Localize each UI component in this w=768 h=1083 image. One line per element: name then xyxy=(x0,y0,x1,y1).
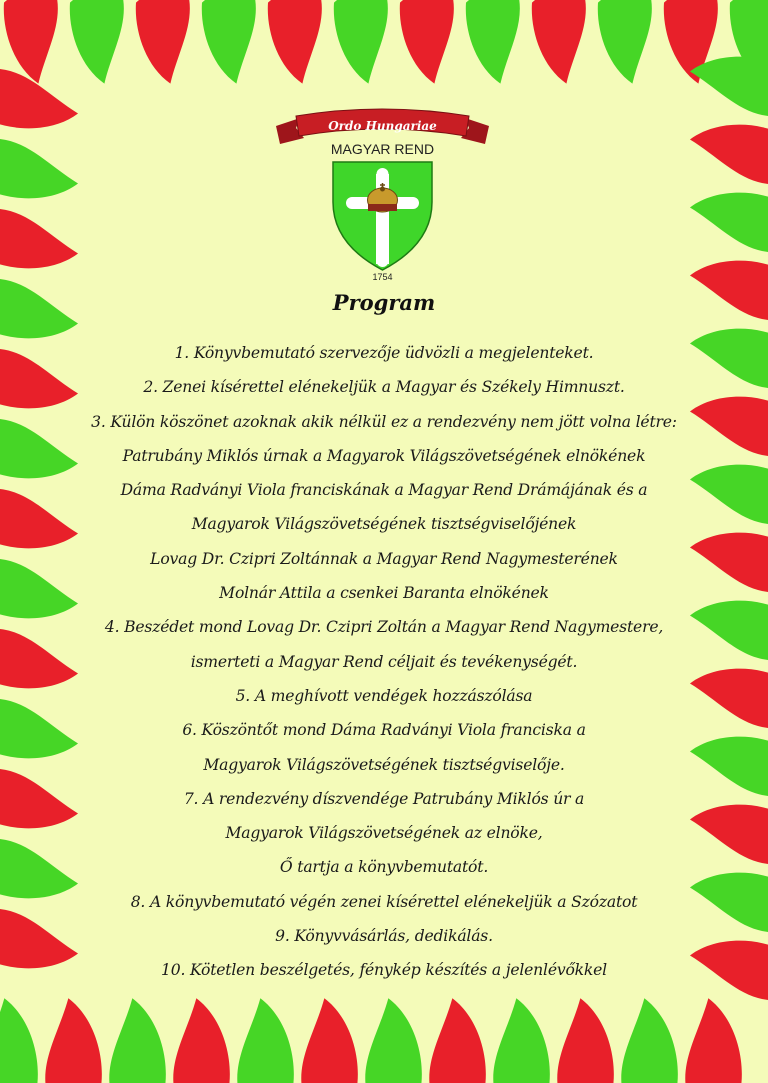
program-title: Program xyxy=(332,290,436,315)
program-line: ismerteti a Magyar Rend céljait és tevékenységét. xyxy=(190,652,578,671)
ribbon-banner xyxy=(276,109,489,144)
program-line: 3. Külön köszönet azoknak akik nélkül ez a rendezvény nem jött volna létre: xyxy=(91,412,677,431)
program-line: 2. Zenei kísérettel elénekeljük a Magyar és Székely Himnuszt. xyxy=(143,378,625,397)
program-list xyxy=(60,336,708,988)
program-line: Magyarok Világszövetségének tisztségviselője. xyxy=(203,755,565,774)
program-line: 4. Beszédet mond Lovag Dr. Czipri Zoltán a Magyar Rend Nagymestere, xyxy=(104,618,664,637)
magyar-rend-emblem xyxy=(270,104,495,284)
emblem-name: MAGYAR REND xyxy=(330,141,435,157)
program-line: Patrubány Miklós úrnak a Magyarok Világszövetségének elnökének xyxy=(122,446,646,465)
program-line: Magyarok Világszövetségének tisztségviselőjének xyxy=(191,515,577,534)
program-line: 8. A könyvbemutató végén zenei kísérettel elénekeljük a Szózatot xyxy=(130,892,638,911)
program-line: 10. Kötetlen beszélgetés, fénykép készítés a jelenlévőkkel xyxy=(161,961,607,980)
program-line: 1. Könyvbemutató szervezője üdvözli a megjelenteket. xyxy=(174,344,594,362)
program-line: Dáma Radványi Viola franciskának a Magyar Rend Drámájának és a xyxy=(120,481,648,500)
program-line: Molnár Attila a csenkei Baranta elnökének xyxy=(219,584,549,603)
program-line: Lovag Dr. Czipri Zoltánnak a Magyar Rend Nagymesterének xyxy=(150,549,618,568)
program-line: 6. Köszöntőt mond Dáma Radványi Viola franciska a xyxy=(182,721,586,740)
program-line: 9. Könyvvásárlás, dedikálás. xyxy=(275,927,493,946)
emblem-year: 1754 xyxy=(372,272,393,282)
program-line: 5. A meghívott vendégek hozzászólása xyxy=(235,686,533,705)
program-line: Magyarok Világszövetségének az elnöke, xyxy=(225,824,543,843)
program-line: 7. A rendezvény díszvendége Patrubány Miklós úr a xyxy=(183,789,585,808)
program-line: Ő tartja a könyvbemutatót. xyxy=(279,858,489,877)
svg-text:Ordo Hungariae: Ordo Hungariae xyxy=(328,119,437,133)
